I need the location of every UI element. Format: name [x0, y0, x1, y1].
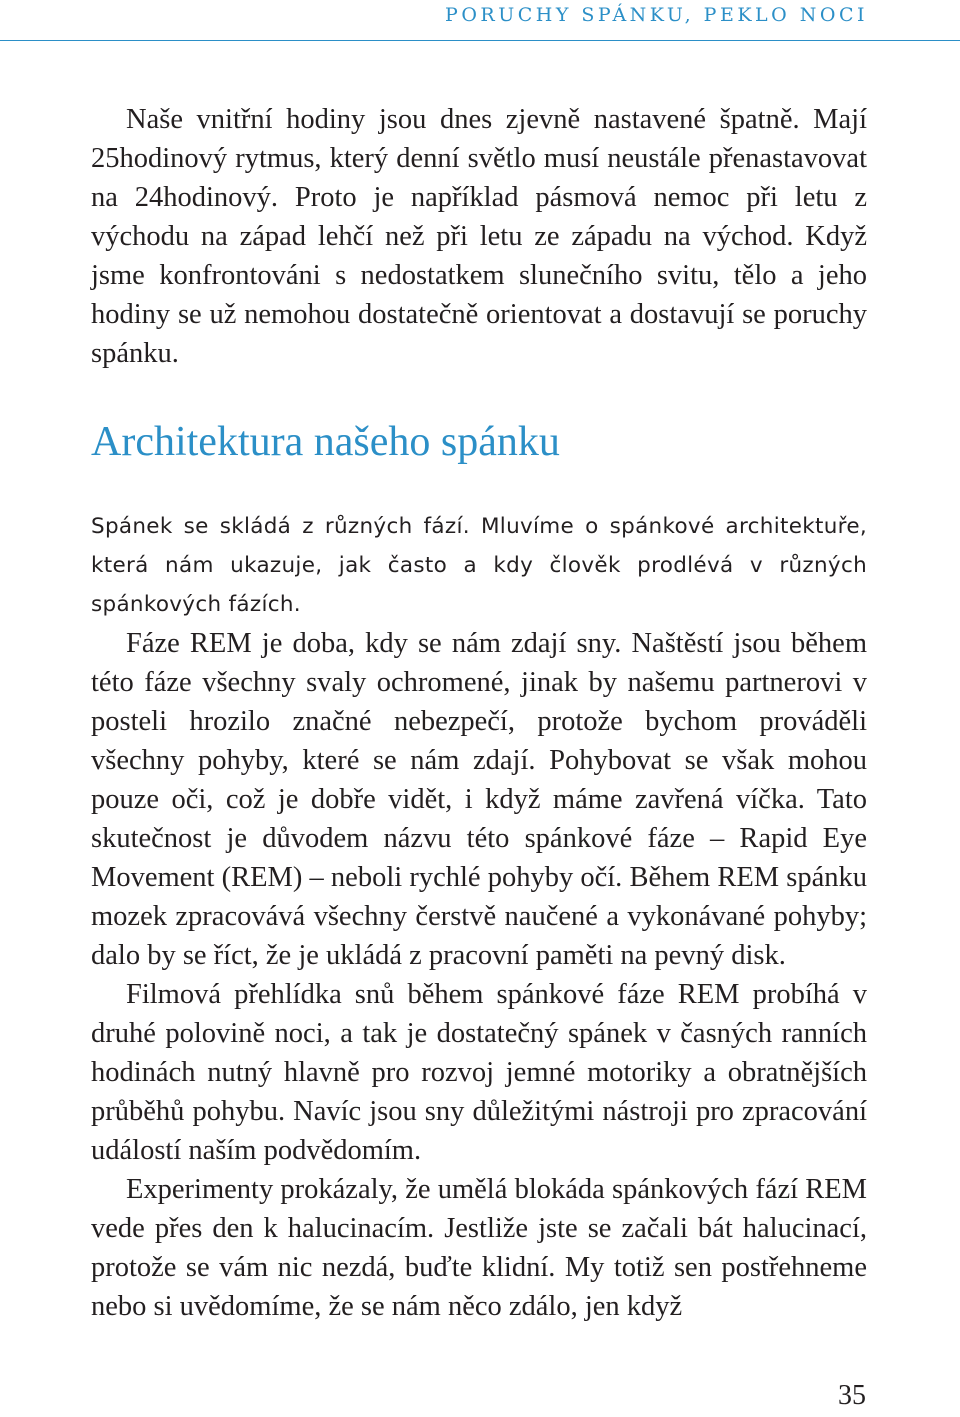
page-body — [91, 100, 867, 1326]
section-paragraph-1: Spánek se skládá z různých fází. Mluvíme o spánkové architektuře, která nám ukazuje, jak často a kdy člověk prodlévá v různých spánkových fázích. — [91, 514, 867, 617]
page-number: 35 — [838, 1380, 866, 1411]
running-title: PORUCHY SPÁNKU, PEKLO NOCI — [445, 4, 868, 26]
header-rule — [0, 40, 960, 41]
section-heading: Architektura našeho spánku — [91, 419, 560, 465]
intro-paragraph: Naše vnitřní hodiny jsou dnes zjevně nastavené špatně. Mají 25hodinový rytmus, který denní světlo musí neustále přenastavovat na 24hodinový. Proto je například pásmová nemoc při letu z východu na západ lehčí než při letu ze západu na východ. Když jsme konfrontováni s nedostatkem slunečního svitu, tělo a jeho hodiny se už nemohou dostatečně orientovat a dostavují se poruchy spánku. — [91, 104, 867, 369]
section-paragraph-2: Fáze REM je doba, kdy se nám zdají sny. Naštěstí jsou během této fáze všechny svaly ochromené, jinak by našemu partnerovi v posteli hrozilo značné nebezpečí, protože bychom prováděli všechny pohyby, které se nám zdají. Pohybovat se však mohou pouze oči, což je dobře vidět, i když máme zavřená víčka. Tato skutečnost je důvodem názvu této spánkové fáze – Rapid Eye Movement (REM) – neboli rychlé pohyby očí. Během REM spánku mozek zpracovává všechny čerstvě naučené a vykonávané pohyby; dalo by se říct, že je ukládá z pracovní paměti na pevný disk. — [91, 628, 867, 971]
section-paragraph-3: Filmová přehlídka snů během spánkové fáze REM probíhá v druhé polovině noci, a tak je dostatečný spánek v časných ranních hodinách nutný hlavně pro rozvoj jemné motoriky a obratnějších průběhů pohybu. Navíc jsou sny důležitými nástroji pro zpracování událostí naším podvědomím. — [91, 979, 867, 1166]
section-paragraph-4: Experimenty prokázaly, že umělá blokáda spánkových fází REM vede přes den k halucinacím. Jestliže jste se začali bát halucinací, protože se vám nic nezdá, buďte klidní. My totiž sen postřehneme nebo si uvědomíme, že se nám něco zdálo, jen když — [91, 1174, 867, 1322]
